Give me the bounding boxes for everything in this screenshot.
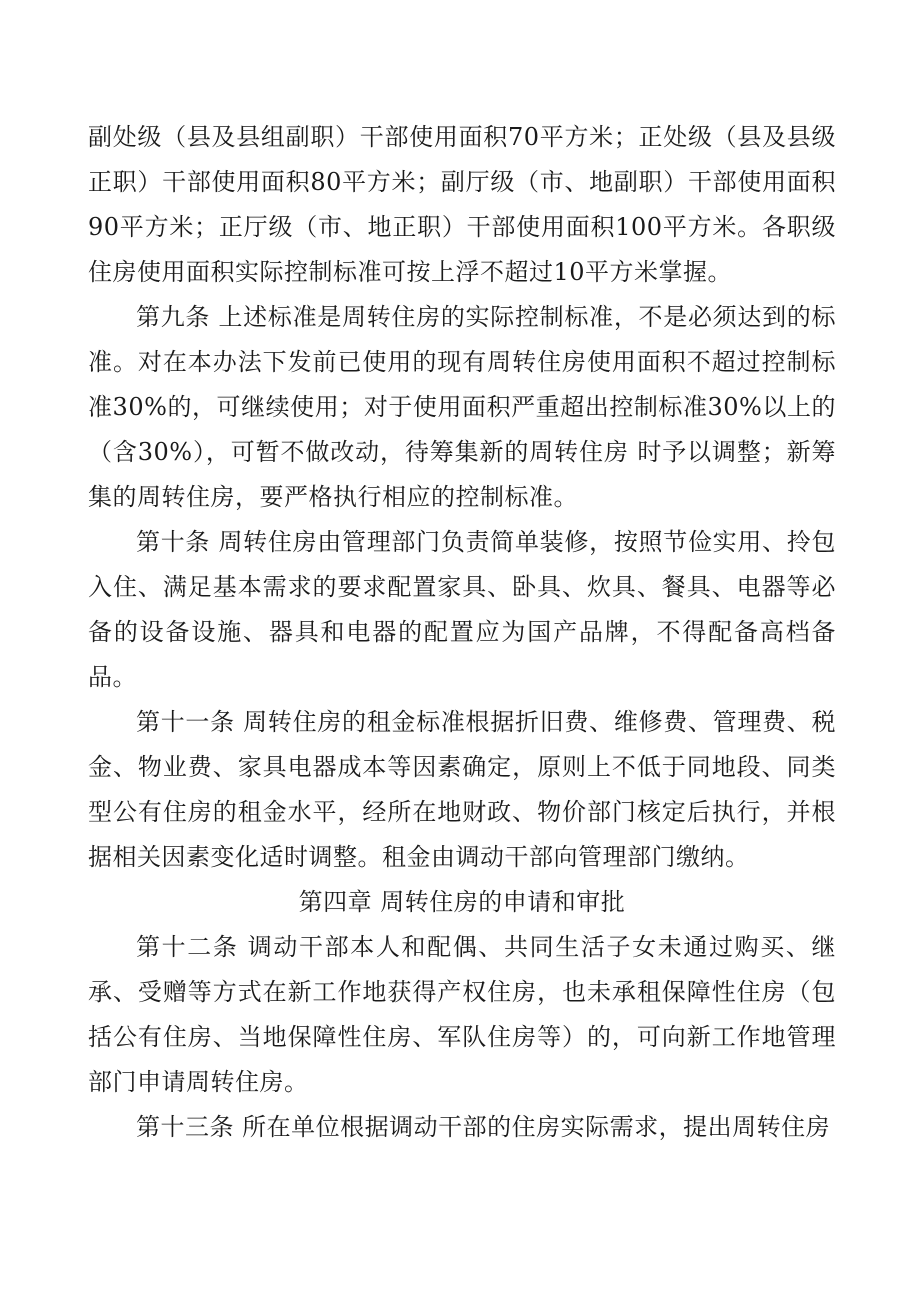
article-12: 第十二条 调动干部本人和配偶、共同生活子女未通过购买、继承、受赠等方式在新工作地获得产权住房，也未承租保障性住房（包括公有住房、当地保障性住房、军队住房等）的，可向新工作地管理部门申请周转住房。 — [88, 933, 836, 1096]
article-11: 第十一条 周转住房的租金标准根据折旧费、维修费、管理费、税金、物业费、家具电器成本等因素确定，原则上不低于同地段、同类型公有住房的租金水平，经所在地财政、物价部门核定后执行，并根据相关因素变化适时调整。租金由调动干部向管理部门缴纳。 — [88, 708, 836, 871]
document-page — [88, 115, 836, 1150]
paragraph-area-standards: 副处级（县及县组副职）干部使用面积70平方米；正处级（县及县级正职）干部使用面积80平方米；副厅级（市、地副职）干部使用面积90平方米；正厅级（市、地正职）干部使用面积100平方米。各职级住房使用面积实际控制标准可按上浮不超过10平方米掌握。 — [88, 123, 836, 286]
article-10: 第十条 周转住房由管理部门负责简单装修，按照节俭实用、拎包入住、满足基本需求的要求配置家具、卧具、炊具、餐具、电器等必备的设备设施、器具和电器的配置应为国产品牌，不得配备高档备品。 — [88, 528, 836, 691]
article-9: 第九条 上述标准是周转住房的实际控制标准，不是必须达到的标准。对在本办法下发前已使用的现有周转住房使用面积不超过控制标准30%的，可继续使用；对于使用面积严重超出控制标准30%以上的（含30%），可暂不做改动，待筹集新的周转住房 时予以调整；新筹集的周转住房，要严格执行相应的控制标准。 — [88, 303, 836, 511]
chapter-4-heading: 第四章 周转住房的申请和审批 — [298, 888, 626, 916]
article-13: 第十三条 所在单位根据调动干部的住房实际需求，提出周转住房 — [136, 1113, 831, 1141]
